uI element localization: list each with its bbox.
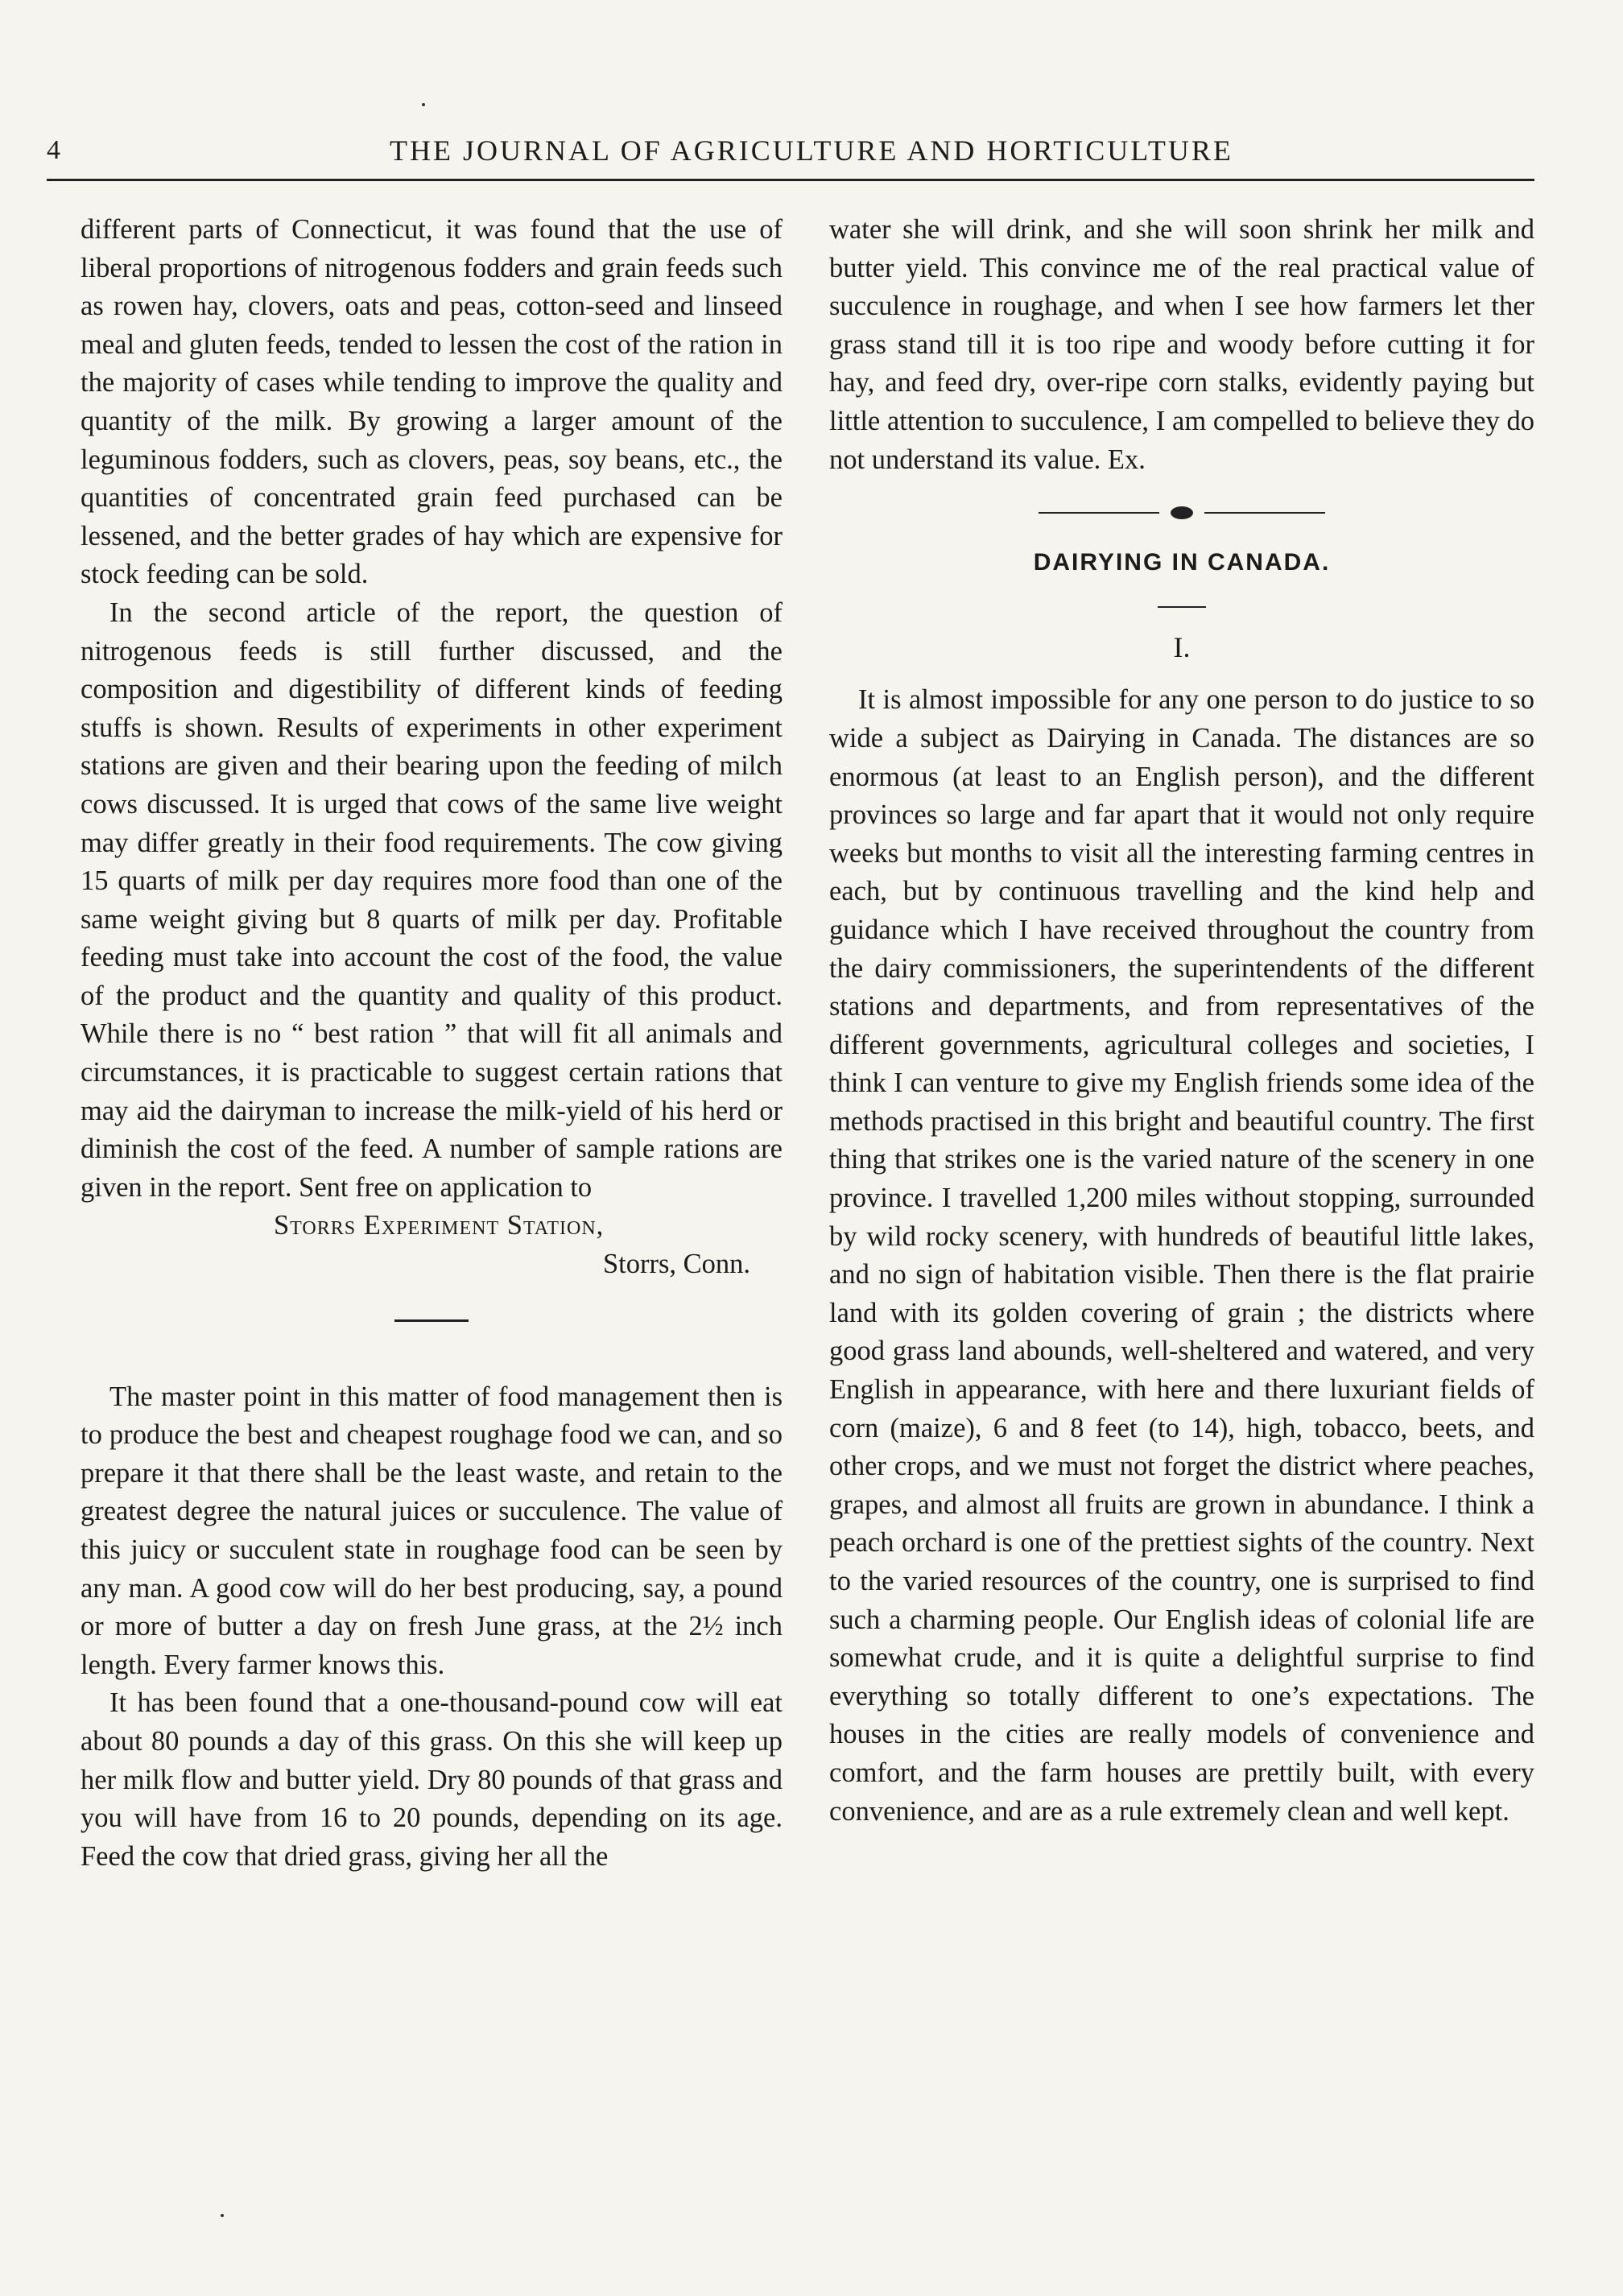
section-divider [394,1319,469,1322]
left-paragraph-4: It has been found that a one-thousand-pound cow will eat about 80 pounds a day of this grass. On this she will keep up her milk flow and butter yield. Dry 80 pounds of that grass and you will have from 16 to 20 pounds, depending on its age. Feed the cow that dried grass, giving her all the [81,1687,783,1872]
print-speck [221,2214,224,2217]
signature-station: Storrs Experiment Station, [274,1210,605,1241]
right-paragraph-1: water she will drink, and she will soon shrink her milk and butter yield. This convince me of the real practical value of succulence in roughage, and when I see how farmers let ther grass stand till it is too ripe and woody before cutting it for hay, and feed dry, over-ripe corn stalks, evidently paying but little attention to succulence, I am compelled to believe they do not understand its value. Ex. [829,214,1534,475]
print-speck [422,103,425,106]
ornamental-divider [1039,505,1325,521]
left-paragraph-3: The master point in this matter of food management then is to produce the best and cheapest roughage food we can, and so prepare it that there shall be the least waste, and retain to the greatest degree the natural juices or succulence. The value of this juicy or succulent state in roughage food can be seen by any man. A good cow will do her best producing, say, a pound or more of butter a day on fresh June grass, at the 2½ inch length. Every farmer knows this. [81,1381,783,1680]
ornament-line-right [1204,512,1325,514]
section-title: DAIRYING IN CANADA. [1033,549,1331,576]
right-paragraph-2: It is almost impossible for any one person to do justice to so wide a subject as Dairying in Canada. The distances are so enormous (at least to an English person), and the different provinces so large and far apart that it would not only require weeks but months to visit all the interesting farming centres in each, but by continuous travelling and the kind help and guidance which I have received throughout the country from the dairy commissioners, the superintendents of the different stations and departments, and from representatives of the different governments, agricultural colleges and societies, I think I can venture to give my English friends some idea of the methods practised in this bright and beautiful country. The first thing that strikes one is the varied nature of the scenery in one province. I travelled 1,200 miles without stopping, surrounded by wild rocky scenery, with hundreds of beautiful little lakes, and no sign of habitation visible. Then there is the flat prairie land with its golden covering of grain ; the districts where good grass land abounds, well-sheltered and watered, and very English in appearance, with here and there luxuriant fields of corn (maize), 6 and 8 feet (to 14), high, tobacco, beets, and other crops, and we must not forget the district where peaches, grapes, and almost all fruits are grown in abundance. I think a peach orchard is one of the prettiest sights of the country. Next to the varied resources of the country, one is surprised to find such a charming people. Our English ideas of colonial life are somewhat crude, and it is quite a delightful surprise to find everything so totally different to one’s expectations. The houses in the cities are really models of convenience and comfort, and the farm houses are prettily built, with every convenience, and are as a rule extremely clean and well kept. [829,684,1534,1827]
left-paragraph-2: In the second article of the report, the question of nitrogenous feeds is still further discussed, and the composition and digestibility of different kinds of feeding stuffs is shown. Results of experiments in other experiment stations are given and their bearing upon the feeding of milch cows discussed. It is urged that cows of the same live weight may differ greatly in their food requirements. The cow giving 15 quarts of milk per day requires more food than one of the same weight giving but 8 quarts of milk per day. Profitable feeding must take into account the cost of the food, the value of the product and the quantity and quality of this product. While there is no “ best ration ” that will fit all animals and circumstances, it is practicable to suggest certain rations that may aid the dairyman to increase the milk-yield of his herd or diminish the cost of the feed. A number of sample rations are given in the report. Sent free on application to [81,597,783,1203]
ornament-line-left [1039,512,1159,514]
left-column [81,211,783,1876]
page-number: 4 [47,135,60,165]
section-title-rule [1158,606,1206,608]
signature-place: Storrs, Conn. [602,1249,750,1280]
ornament-diamond-icon [1171,506,1193,519]
header-rule [47,179,1534,181]
section-numeral: I. [1173,630,1191,663]
left-paragraph-1: different parts of Connecticut, it was found that the use of liberal proportions of nitrogenous fodders and grain feeds such as rowen hay, clovers, oats and peas, cotton-seed and linseed meal and gluten feeds, tended to lessen the cost of the ration in the majority of cases while tending to improve the quality and quantity of the milk. By growing a larger amount of the leguminous fodders, such as clovers, peas, soy beans, etc., the quantities of concentrated grain feed purchased can be lessened, and the better grades of hay which are expensive for stock feeding can be sold. [81,214,783,590]
running-head: THE JOURNAL OF AGRICULTURE AND HORTICULTURE [390,134,1233,167]
right-column [829,211,1534,1831]
